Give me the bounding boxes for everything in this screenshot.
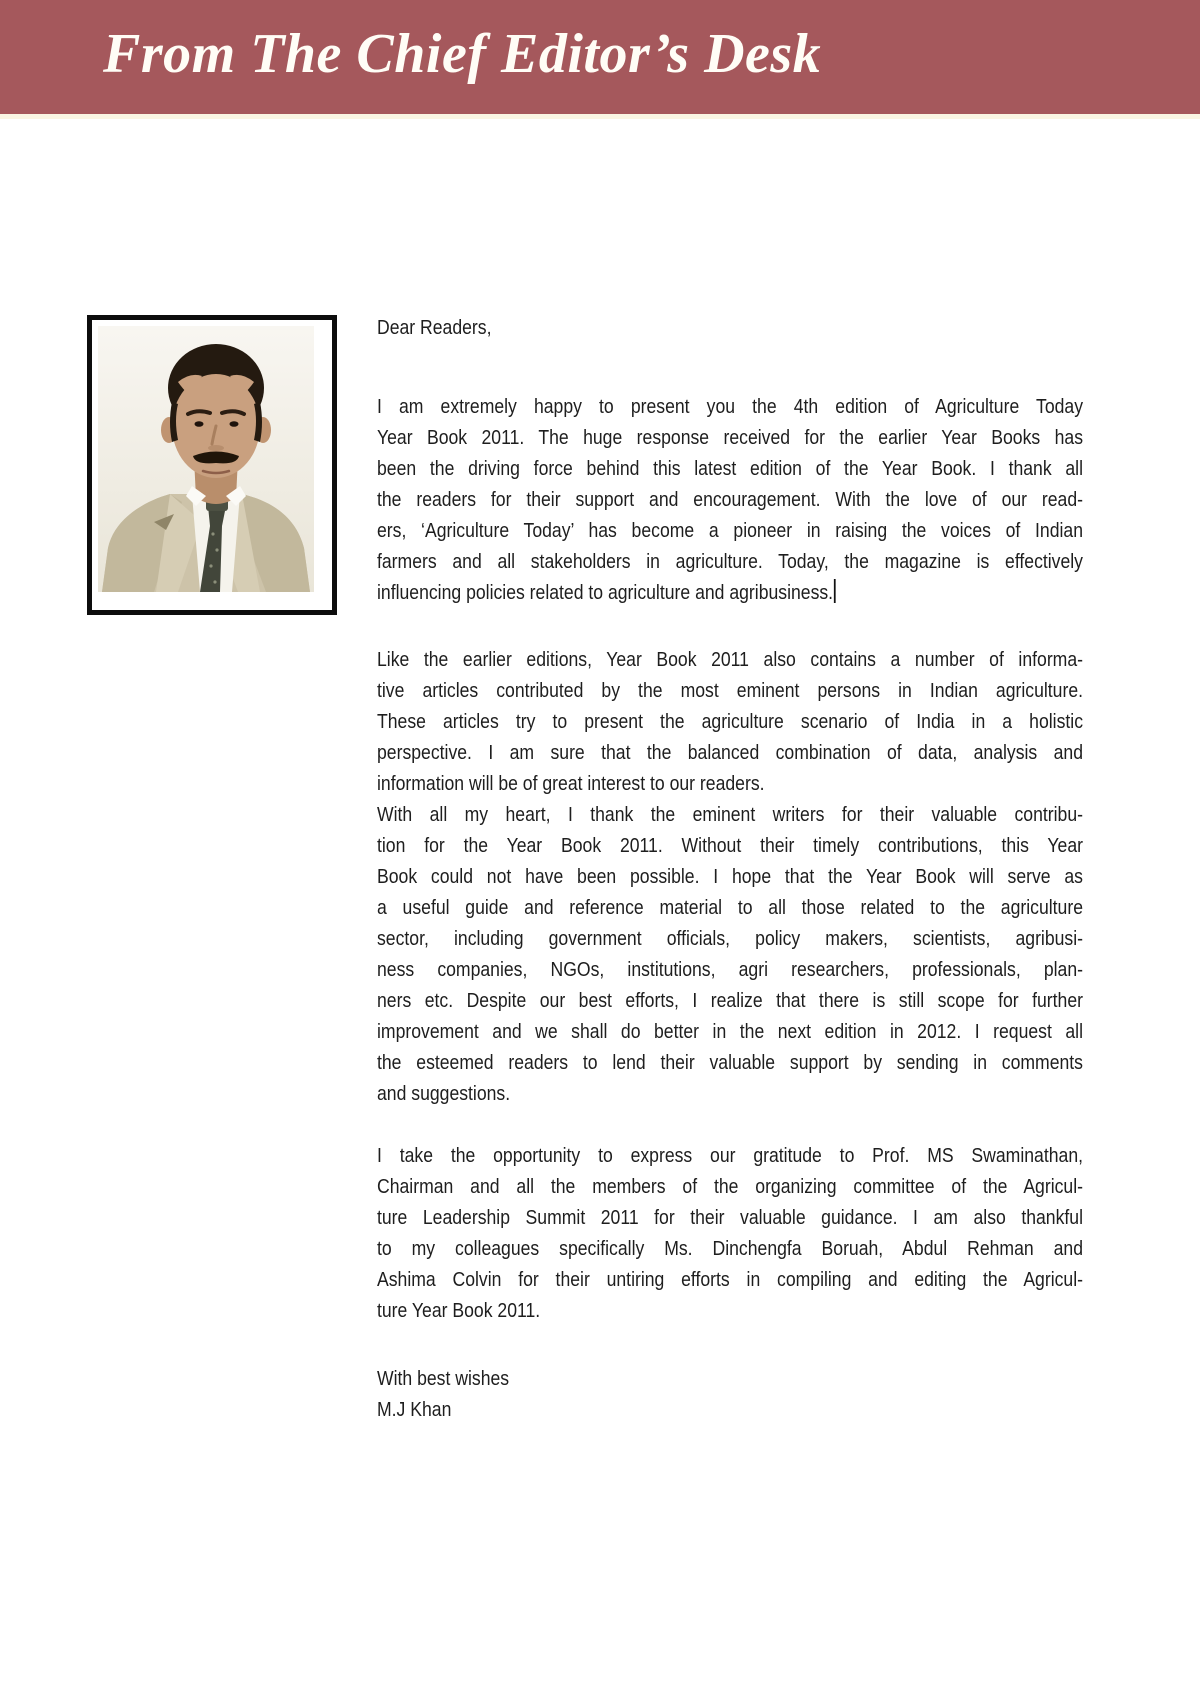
text-line: Book could not have been possible. I hope that the Year Book will serve as <box>377 866 1084 888</box>
text-line: Like the earlier editions, Year Book 2011 also contains a number of informa- <box>377 649 1084 671</box>
text-line: the readers for their support and encouragement. With the love of our read- <box>377 489 1084 511</box>
text-line: ture Leadership Summit 2011 for their valuable guidance. I am also thankful <box>377 1207 1084 1229</box>
text-line: Ashima Colvin for their untiring efforts in compiling and editing the Agricul- <box>377 1269 1084 1291</box>
text-line: I take the opportunity to express our gratitude to Prof. MS Swaminathan, <box>377 1145 1084 1167</box>
page-title: From The Chief Editor’s Desk <box>103 23 822 85</box>
letter-body <box>377 313 1083 1426</box>
text-line: information will be of great interest to our readers. <box>377 773 765 795</box>
paragraph <box>377 392 1083 609</box>
text-line: tive articles contributed by the most eminent persons in Indian agriculture. <box>377 680 1084 702</box>
text-line: tion for the Year Book 2011. Without their timely contributions, this Year <box>377 835 1084 857</box>
text-line: influencing policies related to agriculture and agribusiness. <box>377 578 1083 609</box>
paragraph <box>377 800 1083 1110</box>
text-line: With all my heart, I thank the eminent writers for their valuable contribu- <box>377 804 1084 826</box>
text-line: perspective. I am sure that the balanced combination of data, analysis and <box>377 742 1084 764</box>
paragraph <box>377 645 1083 800</box>
header-banner <box>0 0 1200 114</box>
text-line: Year Book 2011. The huge response received for the earlier Year Books has <box>377 427 1084 449</box>
closing-salutation: With best wishes <box>377 1368 510 1390</box>
text-line: been the driving force behind this latest edition of the Year Book. I thank all <box>377 458 1084 480</box>
text-line: These articles try to present the agriculture scenario of India in a holistic <box>377 711 1084 733</box>
text-line: a useful guide and reference material to all those related to the agriculture <box>377 897 1084 919</box>
text-cursor <box>834 579 836 603</box>
letter-greeting: Dear Readers, <box>377 317 492 339</box>
editor-portrait-image <box>98 326 314 592</box>
text-line: ners etc. Despite our best efforts, I realize that there is still scope for further <box>377 990 1084 1012</box>
text-line: and suggestions. <box>377 1083 511 1105</box>
text-line: ers, ‘Agriculture Today’ has become a pioneer in raising the voices of Indian <box>377 520 1084 542</box>
text-line: farmers and all stakeholders in agriculture. Today, the magazine is effectively <box>377 551 1084 573</box>
paragraph <box>377 1141 1083 1327</box>
text-line: sector, including government officials, policy makers, scientists, agribusi- <box>377 928 1084 950</box>
text-line: improvement and we shall do better in the next edition in 2012. I request all <box>377 1021 1084 1043</box>
text-line: ture Year Book 2011. <box>377 1300 541 1322</box>
letter-closing <box>377 1364 1083 1426</box>
closing-signature: M.J Khan <box>377 1399 452 1421</box>
text-line: to my colleagues specifically Ms. Dinchengfa Boruah, Abdul Rehman and <box>377 1238 1084 1260</box>
portrait-photo <box>87 315 337 615</box>
text-line: the esteemed readers to lend their valuable support by sending in comments <box>377 1052 1084 1074</box>
text-line: ness companies, NGOs, institutions, agri researchers, professionals, plan- <box>377 959 1084 981</box>
text-line: Chairman and all the members of the organizing committee of the Agricul- <box>377 1176 1084 1198</box>
letter-paragraphs <box>377 392 1083 1327</box>
text-line: I am extremely happy to present you the 4th edition of Agriculture Today <box>377 396 1084 418</box>
banner-accent-strip <box>0 114 1200 119</box>
